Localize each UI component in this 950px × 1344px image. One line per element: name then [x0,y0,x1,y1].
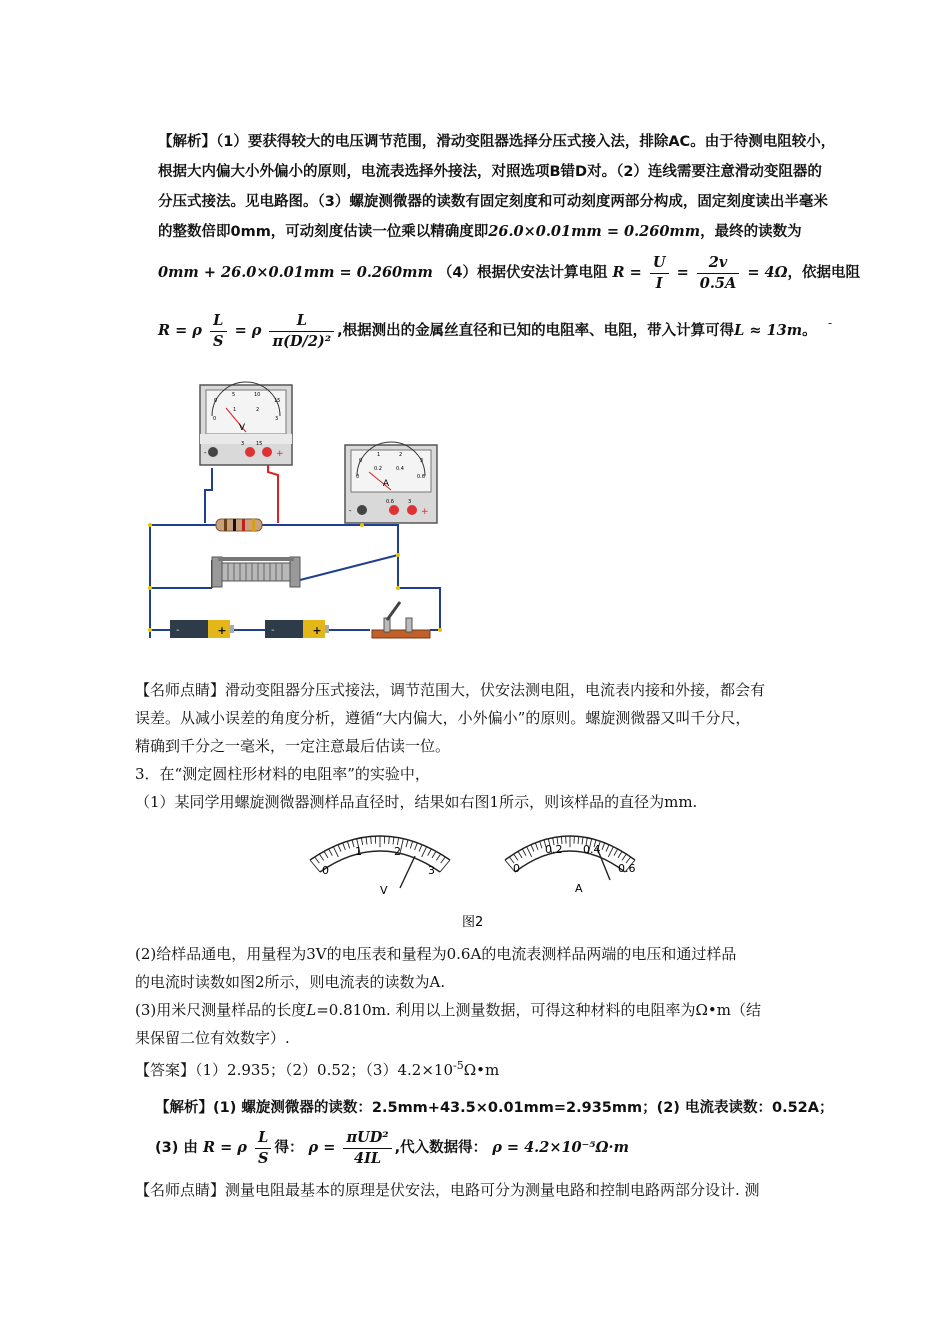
scale-tick [441,857,446,863]
sliding-rheostat [212,557,300,587]
scale-tick [410,841,412,848]
battery-2-minus: - [271,625,275,636]
scale-tick [578,836,579,843]
voltmeter-scale-top-1: 5 [232,392,236,398]
a-label-06: 0.6 [618,862,636,875]
scale-tick [333,847,338,857]
scale-tick [406,840,408,847]
denominator: 0.5A [699,274,737,292]
switch [372,602,430,638]
voltmeter-scale-top-2: 10 [254,392,261,398]
ammeter-scale-top-0: 0 [359,458,363,464]
scale-tick [622,854,626,860]
tip-2-line-1: 【名师点睛】测量电阻最基本的原理是伏安法，电路可分为测量电路和控制电路两部分设计. 测 [135,1181,760,1199]
formula: R = [612,264,642,281]
v-label-3: 3 [428,864,435,877]
ammeter-scale-top-2: 2 [399,452,403,458]
analysis-line-5 [158,250,860,296]
scale-tick [324,851,328,858]
length-variable: L [306,1001,317,1019]
numerator: πUD² [343,1128,391,1149]
scale-tick [522,849,526,856]
scale-tick [315,857,320,863]
scale-tick [347,841,349,848]
numerator: U [650,253,669,274]
voltmeter-scale-top-3: 15 [274,398,281,404]
scale-tick [606,845,609,852]
formula: = 4Ω [747,264,788,281]
formula: = [676,264,689,281]
question-3-title: 3．在“测定圆柱形材料的电阻率”的实验中， [135,765,430,783]
fraction-resistivity [343,1128,391,1169]
numerator: L [210,311,226,332]
ammeter-scale-bottom-3: 0.6 [417,474,425,480]
fraction-2v-over-05a [697,253,739,294]
formula: R = ρ [202,1139,247,1156]
scale-tick [527,847,532,857]
circuit-diagram [140,380,450,645]
scale-tick [614,849,618,856]
numerator: L [269,311,334,332]
ammeter-scale-top-1: 1 [377,452,381,458]
voltmeter-terminal-15: 15 [256,441,263,447]
voltmeter-scale-bottom-3: 3 [275,416,279,422]
denominator: 4IL [353,1149,382,1167]
formula: ρ = [308,1139,336,1156]
scale-tick [343,843,346,850]
answer-text: Ω•m [463,1061,500,1079]
analysis-line-4 [158,221,802,243]
scale-tick [514,854,518,860]
voltmeter-scale-bottom-0: 0 [213,416,217,422]
ammeter-symbol: A [382,479,390,489]
analysis-text: ，依据电阻 [787,265,861,281]
ammeter-scale-bottom-1: 0.2 [374,466,382,472]
voltmeter-symbol: V [238,423,246,433]
answer-text: 【答案】（1）2.935；（2）0.52；（3）4.2×10 [135,1061,453,1079]
formula: R = ρ [158,322,202,339]
scale-tick [319,854,323,860]
scale-tick [371,836,372,843]
ammeter-scale [505,836,636,895]
ammeter-terminal-06: 0.6 [386,499,394,505]
scale-tick [535,843,538,850]
scale-tick [436,854,440,860]
stray-dash: - [828,316,833,330]
question-3-part-1: （1）某同学用螺旋测微器测样品直径时，结果如右图1所示，则该样品的直径为mm. [135,793,698,811]
voltmeter-scale-bottom-1: 1 [233,407,237,413]
voltmeter-terminal-pos: + [276,449,284,459]
ammeter [345,442,437,523]
resistor [216,519,262,531]
answer-exponent: -5 [452,1059,464,1072]
question-3-part-3-line-2: 果保留二位有效数字）. [135,1029,290,1047]
battery-1-plus: + [217,624,227,637]
fraction-l-over-s-2 [255,1128,271,1169]
battery-2 [265,620,329,638]
numerator: L [255,1128,271,1149]
battery-1 [170,620,234,638]
voltmeter-scale-bottom-2: 2 [256,407,260,413]
analysis-line-1: 【解析】（1）要获得较大的电压调节范围，滑动变阻器选择分压式接入法，排除AC。由于待测电阻较小， [158,134,836,150]
tip-line-2: 误差。从减小误差的角度分析，遵循“大内偏大，小外偏小”的原则。螺旋测微器又叫千分尺， [135,709,751,727]
analysis-3-line-2 [155,1125,629,1171]
scale-tick [329,849,333,856]
scale-tick [389,836,390,843]
battery-1-minus: - [176,625,180,636]
voltmeter-terminal-neg: - [204,449,207,457]
scale-tick [432,851,436,858]
fraction-l-over-s [210,311,226,352]
analysis-3-line-1: 【解析】(1) 螺旋测微器的读数：2.5mm+43.5×0.01mm=2.935mm；(2) 电流表读数：0.52A； [155,1100,834,1116]
question-3-part-2-line-1: (2)给样品通电，用量程为3V的电压表和量程为0.6A的电流表测样品两端的电压和通过样品 [135,945,737,963]
meter-readings-figure [300,820,650,935]
scale-tick [422,847,427,857]
v-label-0: 0 [322,864,329,877]
ammeter-terminal-3: 3 [408,499,412,505]
fraction-l-over-area [269,311,334,352]
a-symbol: A [575,882,583,895]
scale-tick [361,838,362,845]
ammeter-scale-bottom-0: 0 [356,474,360,480]
analysis-text: 得： [274,1140,304,1156]
scale-tick [428,849,432,856]
ammeter-terminal-neg: - [349,507,352,515]
tip-line-1: 【名师点睛】滑动变阻器分压式接法，调节范围大，伏安法测电阻，电流表内接和外接，都会有 [135,681,766,699]
scale-tick [531,845,534,852]
a-label-0: 0 [513,862,520,875]
formula: L ≈ 13m [734,322,803,339]
question-text: (3)用米尺测量样品的长度 [135,1001,307,1019]
formula: 26.0×0.01mm = 0.260mm [488,223,701,240]
scale-tick [608,847,613,857]
denominator: I [655,274,663,292]
scale-tick [602,843,605,850]
scale-tick [415,843,418,850]
ammeter-scale-top-3: 3 [420,458,424,464]
analysis-line-2: 根据大内偏大小外偏小的原则，电流表选择外接法，对照选项B错D对。（2）连线需要注意滑动变阻器的 [158,164,822,180]
scale-tick [393,837,394,844]
voltmeter-scale [310,836,450,897]
analysis-text: ，最终的读数为 [700,224,802,240]
scale-tick [618,851,622,858]
scale-tick [518,851,522,858]
analysis-line-6 [158,306,817,356]
analysis-line-3: 分压式接法。见电路图。（3）螺旋测微器的读数有固定刻度和可动刻度两部分构成，固定刻度读出半毫米 [158,194,828,210]
a-label-04: 0.4 [583,843,601,856]
analysis-text: ,代入数据得： [394,1140,488,1156]
scale-tick [352,840,354,847]
analysis-text: 。 [802,323,817,339]
voltmeter [200,382,292,465]
question-3-part-2-line-2: 的电流时读数如图2所示，则电流表的读数为A. [135,973,446,991]
formula: 0mm + 26.0×0.01mm = 0.260mm [158,264,433,281]
figure-caption: 图2 [462,915,484,930]
formula: = ρ [234,322,262,339]
formula: ρ = 4.2×10⁻⁵Ω·m [492,1139,629,1156]
ammeter-terminal-pos: + [421,507,429,517]
question-3-part-3-line-1 [135,999,761,1021]
v-label-2: 2 [394,845,401,858]
voltmeter-terminal-3: 3 [241,441,245,447]
denominator: S [213,332,224,350]
a-label-02: 0.2 [545,843,563,856]
tip-line-3: 精确到千分之一毫米，一定注意最后估读一位。 [135,737,451,755]
scale-tick [366,837,367,844]
battery-2-plus: + [312,624,322,637]
v-label-1: 1 [355,845,362,858]
scale-tick [540,841,542,848]
v-symbol: V [380,884,388,897]
analysis-text: (3) 由 [155,1140,198,1156]
analysis-text: 的整数倍即0mm，可动刻度估读一位乘以精确度即 [158,224,489,240]
scale-tick [419,845,422,852]
analysis-text: ,根据测出的金属丝直径和已知的电阻率、电阻，带入计算可得 [337,323,735,339]
scale-tick [397,838,398,845]
question-text: =0.810m. 利用以上测量数据，可得这种材料的电阻率为Ω•m（结 [316,1001,761,1019]
scale-tick [338,845,341,852]
denominator: π(D/2)² [272,332,332,350]
voltmeter-scale-top-0: 0 [214,398,218,404]
fraction-u-over-i [650,253,669,294]
numerator: 2v [697,253,739,274]
denominator: S [257,1149,269,1167]
analysis-text: （4）根据伏安法计算电阻 [437,265,608,281]
ammeter-scale-bottom-2: 0.4 [396,466,404,472]
answer-line [135,1055,499,1081]
